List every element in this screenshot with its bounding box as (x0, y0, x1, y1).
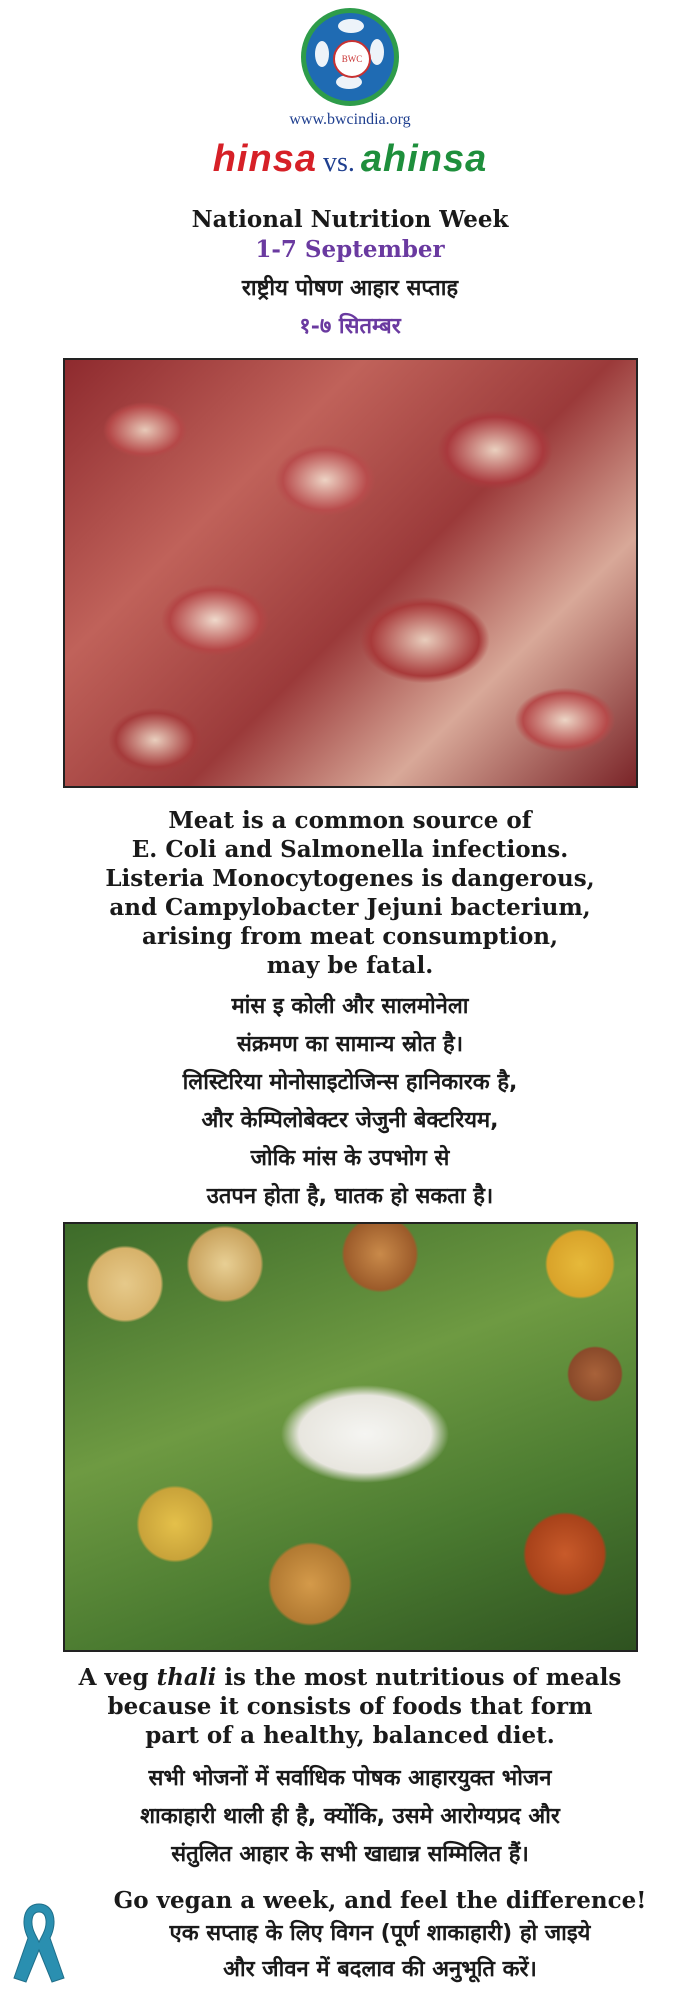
thali-hi-line: शाकाहारी थाली ही है, क्योंकि, उसमे आरोग्यप्रद और (140, 1804, 560, 1829)
meat-warning-hi-line: और केम्पिलोबेक्टर जेजुनी बेक्टरियम, (201, 1108, 499, 1133)
thali-hi-line: संतुलित आहार के सभी खाद्यान्न सम्मिलित हैं। (171, 1842, 529, 1867)
logo-text: BWC (333, 40, 371, 78)
meat-warning-en-line: E. Coli and Salmonella infections. (131, 836, 569, 863)
thali-en-post: is the most nutritious of meals (216, 1664, 622, 1691)
thali-en-line: because it consists of foods that form (107, 1693, 593, 1720)
meat-warning-hi-line: उतपन होता है, घातक हो सकता है। (206, 1184, 494, 1209)
meat-warning-hi-line: मांस इ कोली और सालमोनेला (231, 994, 469, 1019)
event-dates-hi: १-७ सितम्बर (299, 313, 401, 339)
thali-word: thali (156, 1664, 217, 1691)
thali-en-line (0, 1663, 700, 1692)
go-vegan-hi-2: और जीवन में बदलाव की अनुभूति करें। (223, 1957, 537, 1982)
ahinsa-word: ahinsa (360, 138, 488, 180)
meat-warning-en-line: Meat is a common source of (168, 807, 532, 834)
website-url[interactable]: www.bwcindia.org (289, 111, 411, 128)
hinsa-vs-ahinsa-title (0, 138, 700, 181)
thali-text-hi (0, 1760, 700, 1874)
awareness-ribbon-icon (10, 1900, 68, 1984)
meat-warning-en (0, 806, 700, 980)
raw-meat-photo (63, 358, 638, 788)
meat-warning-en-line: may be fatal. (266, 952, 434, 979)
veg-thali-photo (63, 1222, 638, 1652)
meat-warning-en-line: and Campylobacter Jejuni bacterium, (109, 894, 591, 921)
logo-petal-right (370, 39, 384, 65)
hinsa-word: hinsa (212, 138, 317, 180)
event-dates-en: 1-7 September (255, 236, 445, 263)
meat-warning-en-line: Listeria Monocytogenes is dangerous, (105, 865, 595, 892)
meat-warning-hi-line: संक्रमण का सामान्य स्रोत है। (236, 1032, 464, 1057)
meat-warning-hi-line: जोकि मांस के उपभोग से (250, 1146, 450, 1171)
meat-warning-hi (0, 988, 700, 1216)
thali-en-pre: A veg (78, 1664, 157, 1691)
thali-hi-line: सभी भोजनों में सर्वाधिक पोषक आहारयुक्त भोजन (148, 1766, 552, 1791)
meat-warning-hi-line: लिस्टिरिया मोनोसाइटोजिन्स हानिकारक है, (182, 1070, 518, 1095)
logo-circle (301, 8, 399, 106)
logo-petal-left (315, 41, 329, 67)
logo-petal-top (338, 19, 364, 33)
vegan-call-to-action (70, 1885, 690, 1988)
event-title-en: National Nutrition Week (191, 206, 509, 233)
go-vegan-en: Go vegan a week, and feel the difference! (113, 1887, 647, 1914)
event-title-hi: राष्ट्रीय पोषण आहार सप्ताह (241, 275, 459, 301)
thali-en-line: part of a healthy, balanced diet. (145, 1722, 555, 1749)
thali-text-en (0, 1663, 700, 1750)
vs-word: vs. (322, 147, 355, 178)
go-vegan-hi-1: एक सप्ताह के लिए विगन (पूर्ण शाकाहारी) हो जाइये (169, 1921, 591, 1946)
bwc-logo (0, 8, 700, 106)
meat-warning-en-line: arising from meat consumption, (141, 923, 559, 950)
